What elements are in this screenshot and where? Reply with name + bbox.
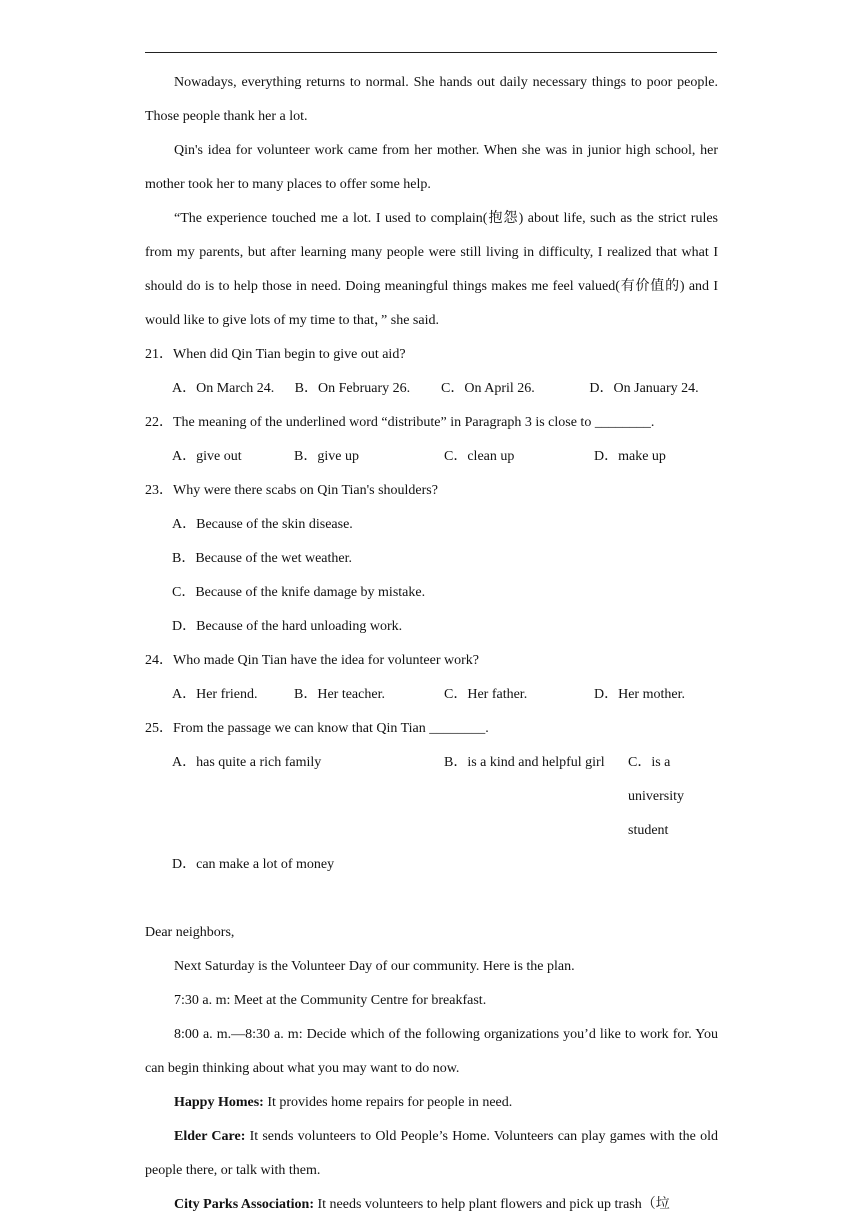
option-a: A．give out (172, 449, 242, 464)
content (145, 66, 718, 1222)
paragraph: “The experience touched me a lot. I used to complain(抱怨) about life, such as the strict rules from my parents, but after learning many people were still living in difficulty, I realized that what I should do is to help those in need. Doing meaningful things makes me feel valued(有价值的) and I would like to give lots of my time to that，” she said. (145, 211, 718, 328)
org-name: City Parks Association: (174, 1197, 314, 1212)
question-21: 21．When did Qin Tian begin to give out aid? (145, 347, 406, 362)
option-d: D．make up (594, 449, 666, 464)
question-22: 22．The meaning of the underlined word “distribute” in Paragraph 3 is close to ________. (145, 415, 655, 430)
org-desc: It needs volunteers to help plant flowers and pick up trash（垃 (314, 1197, 670, 1212)
paragraph: Qin's idea for volunteer work came from her mother. When she was in junior high school, her mother took her to many places to offer some help. (145, 143, 718, 192)
letter-intro: Next Saturday is the Volunteer Day of our community. Here is the plan. (174, 959, 575, 974)
header-rule (145, 52, 717, 53)
option-d: D．Her mother. (594, 687, 685, 702)
question-25: 25．From the passage we can know that Qin Tian ________. (145, 721, 489, 736)
org-city-parks (145, 1188, 718, 1222)
org-desc: It sends volunteers to Old People’s Home. Volunteers can play games with the old people there, or talk with them. (145, 1129, 718, 1178)
option-a: A．Because of the skin disease. (172, 517, 353, 532)
question-23: 23．Why were there scabs on Qin Tian's shoulders? (145, 483, 438, 498)
spacer (145, 882, 718, 916)
options-25 (145, 746, 718, 848)
option-a: A．Her friend. (172, 687, 258, 702)
paragraph: Nowadays, everything returns to normal. She hands out daily necessary things to poor people. Those people thank her a lot. (145, 75, 718, 124)
option-b: B．is a kind and helpful girl (444, 755, 605, 770)
option-c: C．Because of the knife damage by mistake. (172, 585, 426, 600)
org-desc: It provides home repairs for people in need. (263, 1095, 513, 1110)
schedule-item: 8:00 a. m.—8:30 a. m: Decide which of the following organizations you’d like to work for. You can begin thinking about what you may want to do now. (145, 1027, 718, 1076)
option-d: D．Because of the hard unloading work. (172, 619, 403, 634)
options-22 (145, 440, 718, 474)
option-b: B．Her teacher. (294, 687, 385, 702)
option-c: C．On April 26. (441, 381, 535, 396)
option-b: B．give up (294, 449, 359, 464)
org-happy-homes (145, 1086, 718, 1120)
option-c: C．clean up (444, 449, 515, 464)
option-c: C．Her father. (444, 687, 528, 702)
options-21 (145, 372, 718, 406)
options-24 (145, 678, 718, 712)
option-b: B．Because of the wet weather. (172, 551, 352, 566)
option-a: A．has quite a rich family (172, 755, 322, 770)
org-elder-care (145, 1120, 718, 1188)
org-name: Elder Care: (174, 1129, 246, 1144)
org-name: Happy Homes: (174, 1095, 264, 1110)
letter-greeting: Dear neighbors, (145, 925, 235, 940)
question-24: 24．Who made Qin Tian have the idea for volunteer work? (145, 653, 479, 668)
option-a: A．On March 24. (172, 381, 275, 396)
option-b: B．On February 26. (294, 381, 411, 396)
option-d-line (145, 848, 718, 882)
option-c: C．is a university student (628, 755, 684, 838)
schedule-item: 7:30 a. m: Meet at the Community Centre for breakfast. (174, 993, 487, 1008)
option-d: D．can make a lot of money (172, 857, 335, 872)
option-d: D．On January 24. (589, 381, 699, 396)
